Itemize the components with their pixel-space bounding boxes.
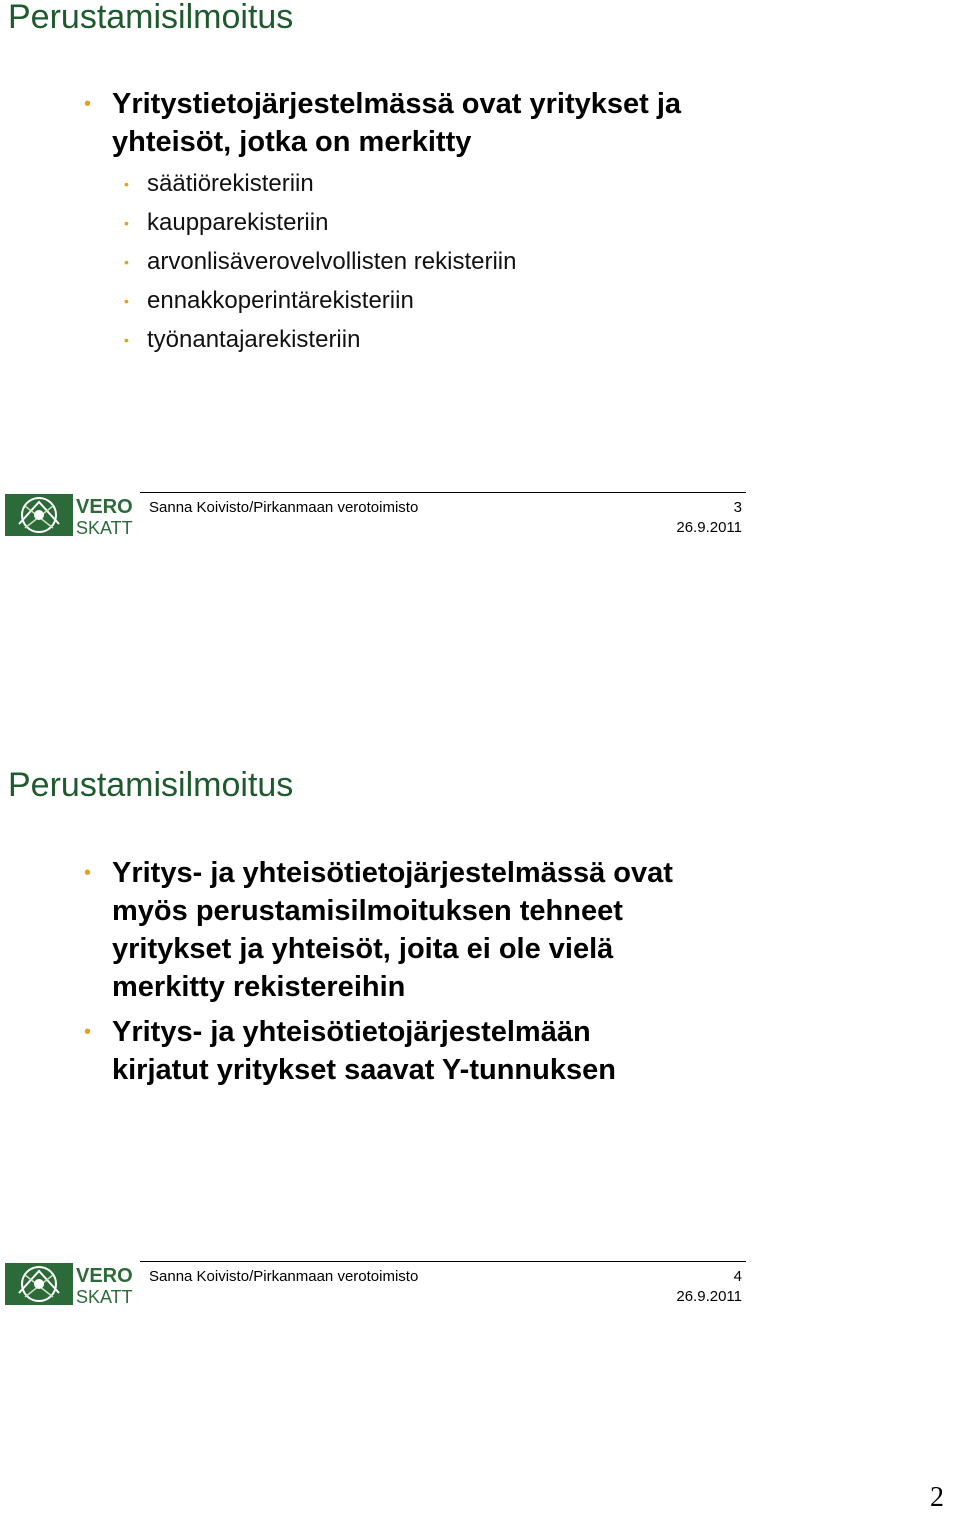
sub-bullet-marker: • <box>124 332 129 348</box>
handout-page-number: 2 <box>930 1482 944 1513</box>
sub-bullet-item: säätiörekisteriin <box>147 170 314 197</box>
main-bullet-line: Yritys- ja yhteisötietojärjestelmään <box>112 1016 591 1048</box>
main-bullet-line: Yritys- ja yhteisötietojärjestelmässä ovat <box>112 857 673 889</box>
bullet-marker: • <box>84 862 92 884</box>
footer-author: Sanna Koivisto/Pirkanmaan verotoimisto <box>149 499 419 516</box>
main-bullet-line: yhteisöt, jotka on merkitty <box>112 126 472 158</box>
footer-date: 26.9.2011 <box>676 1288 742 1305</box>
footer-divider <box>140 1261 746 1262</box>
sub-bullet-item: kaupparekisteriin <box>147 209 329 236</box>
slide-3 <box>0 0 960 560</box>
sub-bullet-item: ennakkoperintärekisteriin <box>147 287 414 314</box>
sub-bullet-item: työnantajarekisteriin <box>147 326 361 353</box>
sub-bullet-marker: • <box>124 293 129 309</box>
slide-title: Perustamisilmoitus <box>8 0 294 36</box>
sub-bullet-item: arvonlisäverovelvollisten rekisteriin <box>147 248 517 275</box>
logo-text-vero: VERO <box>76 1265 133 1287</box>
main-bullet-line: merkitty rekistereihin <box>112 971 406 1003</box>
vero-skatt-logo <box>5 494 137 536</box>
main-bullet-line: kirjatut yritykset saavat Y-tunnuksen <box>112 1054 616 1086</box>
sub-bullet-marker: • <box>124 176 129 192</box>
footer-author: Sanna Koivisto/Pirkanmaan verotoimisto <box>149 1268 419 1285</box>
slide-4 <box>0 765 960 1325</box>
footer-page-number: 4 <box>733 1268 742 1285</box>
logo-text-skatt: SKATT <box>76 1287 133 1305</box>
footer-date: 26.9.2011 <box>676 519 742 536</box>
logo-text-skatt: SKATT <box>76 518 133 536</box>
slide-footer <box>0 492 960 542</box>
main-bullet-line: yritykset ja yhteisöt, joita ei ole vielä <box>112 933 614 965</box>
slide-footer <box>0 1261 960 1311</box>
main-bullet-line: Yritystietojärjestelmässä ovat yritykset ja <box>112 88 682 120</box>
slide-title: Perustamisilmoitus <box>8 766 294 804</box>
main-bullet-line: myös perustamisilmoituksen tehneet <box>112 895 623 927</box>
bullet-marker: • <box>84 1021 92 1043</box>
sub-bullet-marker: • <box>124 215 129 231</box>
footer-page-number: 3 <box>733 499 742 516</box>
logo-text-vero: VERO <box>76 496 133 518</box>
footer-divider <box>140 492 746 493</box>
bullet-marker: • <box>84 93 92 115</box>
vero-skatt-logo <box>5 1263 137 1305</box>
sub-bullet-marker: • <box>124 254 129 270</box>
